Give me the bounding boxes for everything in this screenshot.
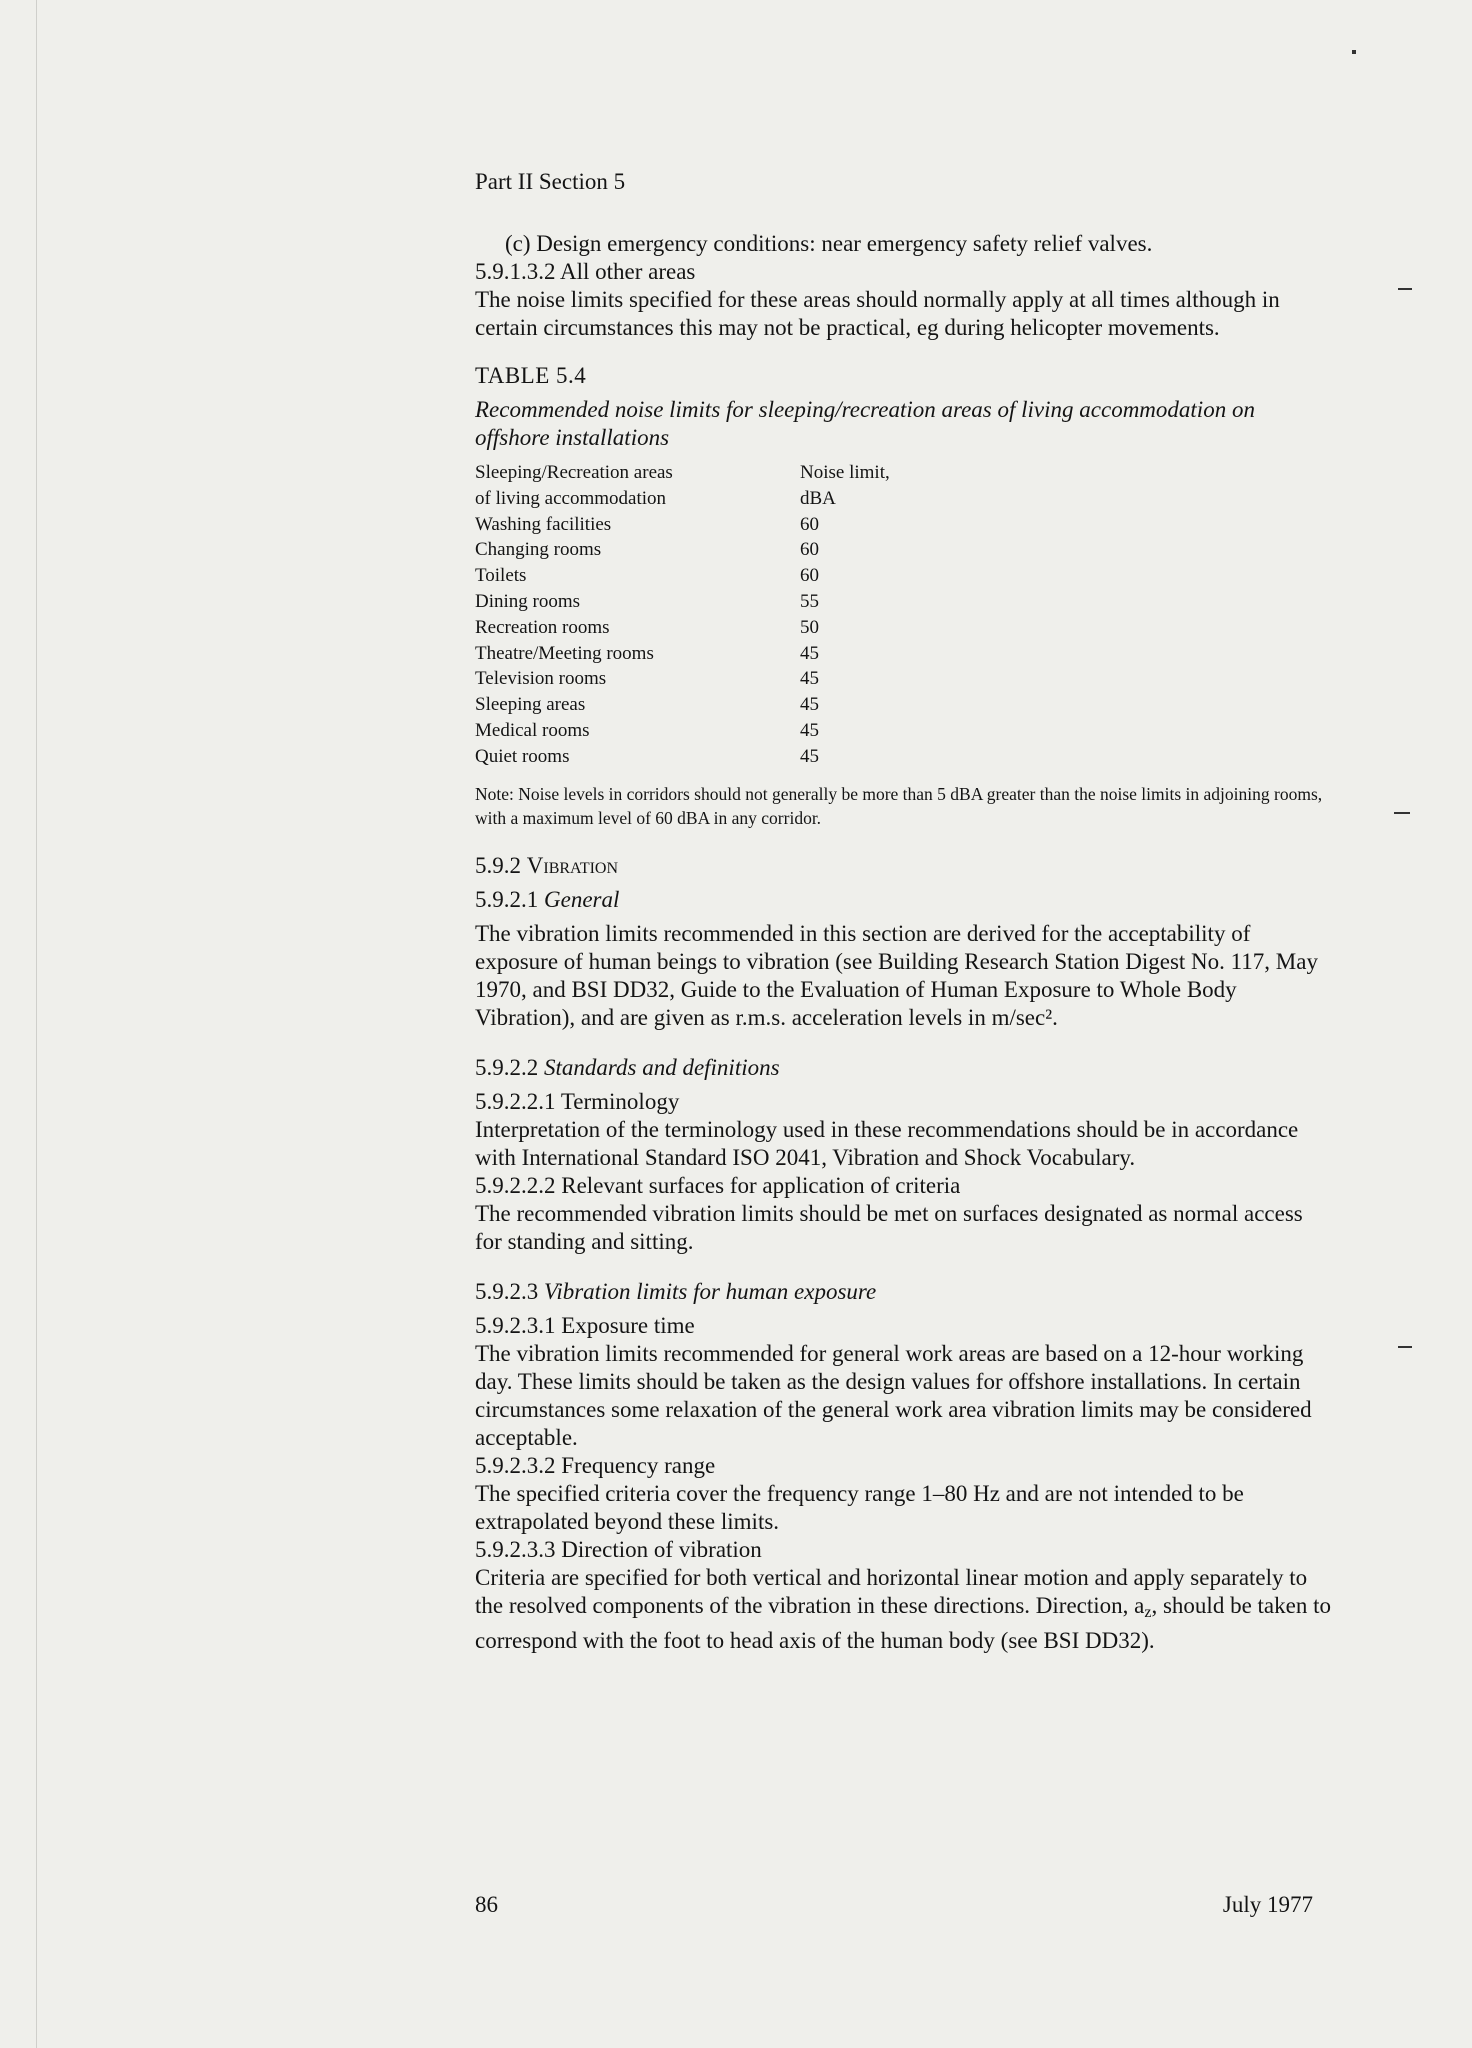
area-cell: Television rooms <box>475 668 607 690</box>
noise-limit-cell: 45 <box>800 745 819 767</box>
body-text-part: Criteria are specified for both vertical and horizontal linear motion and apply separately to the resolved components of the vibration in these directions. Direction, a <box>475 1564 1308 1618</box>
table-header-row <box>475 460 1000 512</box>
scan-speck <box>1394 812 1410 814</box>
section-number: 5.9.2.2 <box>475 1054 539 1080</box>
area-cell: Recreation rooms <box>475 616 610 638</box>
section-title: Vibration limits for human exposure <box>544 1278 877 1304</box>
table-row <box>475 744 1000 770</box>
table-row <box>475 512 1000 538</box>
column-header-limit: Noise limit, <box>800 462 890 483</box>
section-number: 5.9.2.3 <box>475 1278 539 1304</box>
column-header-limit-unit: dBA <box>800 487 836 509</box>
page-content <box>475 168 1335 1655</box>
section-title: Vibration <box>526 852 619 878</box>
area-cell: Theatre/Meeting rooms <box>475 642 654 664</box>
section-body: The recommended vibration limits should be met on surfaces designated as normal access for standing and sitting. <box>475 1200 1303 1254</box>
noise-limit-cell: 45 <box>800 642 819 664</box>
area-cell: Quiet rooms <box>475 745 570 767</box>
noise-limit-cell: 50 <box>800 616 819 638</box>
page-number: 86 <box>475 1892 498 1917</box>
column-header-area-line2: of living accommodation <box>475 487 667 509</box>
section-heading: 5.9.2.3.3 Direction of vibration <box>475 1536 762 1562</box>
area-cell: Washing facilities <box>475 513 612 535</box>
table-row <box>475 615 1000 641</box>
area-cell: Dining rooms <box>475 590 581 612</box>
subscript-z: z <box>1144 1603 1152 1621</box>
scan-speck <box>1398 288 1412 290</box>
running-header: Part II Section 5 <box>475 169 626 194</box>
section-heading-vibration-limits <box>475 1278 1335 1306</box>
section-body: The vibration limits recommended for general work areas are based on a 12-hour working day. These limits should be taken as the design values for offshore installations. In certain circumstances some relaxation of the general work area vibration limits may be considered acceptable. <box>475 1340 1312 1450</box>
table-note: Note: Noise levels in corridors should not generally be more than 5 dBA greater than the noise limits in adjoining rooms, with a maximum level of 60 dBA in any corridor. <box>475 783 1323 828</box>
noise-limit-cell: 45 <box>800 694 819 716</box>
scan-edge-line <box>36 0 37 2048</box>
noise-limit-cell: 45 <box>800 719 819 741</box>
section-heading: 5.9.1.3.2 All other areas <box>475 259 696 284</box>
section-heading-vibration <box>475 852 1335 880</box>
section-heading: 5.9.2.2.2 Relevant surfaces for application of criteria <box>475 1172 961 1198</box>
body-text-part: , should be taken to correspond with the foot to head axis of the human body (see BSI DD32). <box>475 1592 1331 1653</box>
area-cell: Changing rooms <box>475 539 602 561</box>
table-row <box>475 641 1000 667</box>
noise-limit-cell: 55 <box>800 590 819 612</box>
section-title: Standards and definitions <box>544 1054 780 1080</box>
section-number: 5.9.2 <box>475 852 521 878</box>
table-caption: Recommended noise limits for sleeping/recreation areas of living accommodation on offshore installations <box>475 397 1255 450</box>
section-heading: 5.9.2.3.2 Frequency range <box>475 1452 716 1478</box>
noise-limits-table <box>475 460 1000 770</box>
section-body: Interpretation of the terminology used in these recommendations should be in accordance with International Standard ISO 2041, Vibration and Shock Vocabulary. <box>475 1116 1299 1170</box>
table-row <box>475 718 1000 744</box>
noise-limit-cell: 60 <box>800 539 819 561</box>
area-cell: Toilets <box>475 565 527 587</box>
column-header-area: Sleeping/Recreation areas <box>475 462 673 483</box>
section-body: The noise limits specified for these areas should normally apply at all times although in certain circumstances this may not be practical, eg during helicopter movements. <box>475 287 1280 340</box>
section-number: 5.9.2.1 <box>475 886 539 912</box>
section-heading-standards <box>475 1054 1335 1082</box>
area-cell: Medical rooms <box>475 719 590 741</box>
table-row <box>475 589 1000 615</box>
section-heading: 5.9.2.2.1 Terminology <box>475 1088 680 1114</box>
section-body: The specified criteria cover the frequency range 1–80 Hz and are not intended to be extrapolated beyond these limits. <box>475 1480 1244 1534</box>
noise-limit-cell: 60 <box>800 513 819 535</box>
scan-speck <box>1352 50 1356 54</box>
table-row <box>475 563 1000 589</box>
noise-limit-cell: 45 <box>800 668 819 690</box>
noise-limit-cell: 60 <box>800 565 819 587</box>
publication-date: July 1977 <box>1222 1892 1313 1917</box>
scan-speck <box>1398 1346 1412 1348</box>
table-row <box>475 666 1000 692</box>
table-row <box>475 537 1000 563</box>
page-footer <box>475 1892 1313 1918</box>
section-title: General <box>544 886 620 912</box>
list-item-c: (c) Design emergency conditions: near emergency safety relief valves. <box>505 231 1153 256</box>
section-heading-general <box>475 886 1335 914</box>
table-title: TABLE 5.4 <box>475 363 587 388</box>
area-cell: Sleeping areas <box>475 694 586 716</box>
section-body <box>475 1564 1335 1655</box>
section-body: The vibration limits recommended in this section are derived for the acceptability of exposure of human beings to vibration (see Building Research Station Digest No. 117, May 1970, and BSI DD32, Guide to the Evaluation of Human Exposure to Whole Body Vibration), and are given as r.m.s. acceleration levels in m/sec². <box>475 920 1318 1030</box>
section-heading: 5.9.2.3.1 Exposure time <box>475 1312 695 1338</box>
table-row <box>475 692 1000 718</box>
